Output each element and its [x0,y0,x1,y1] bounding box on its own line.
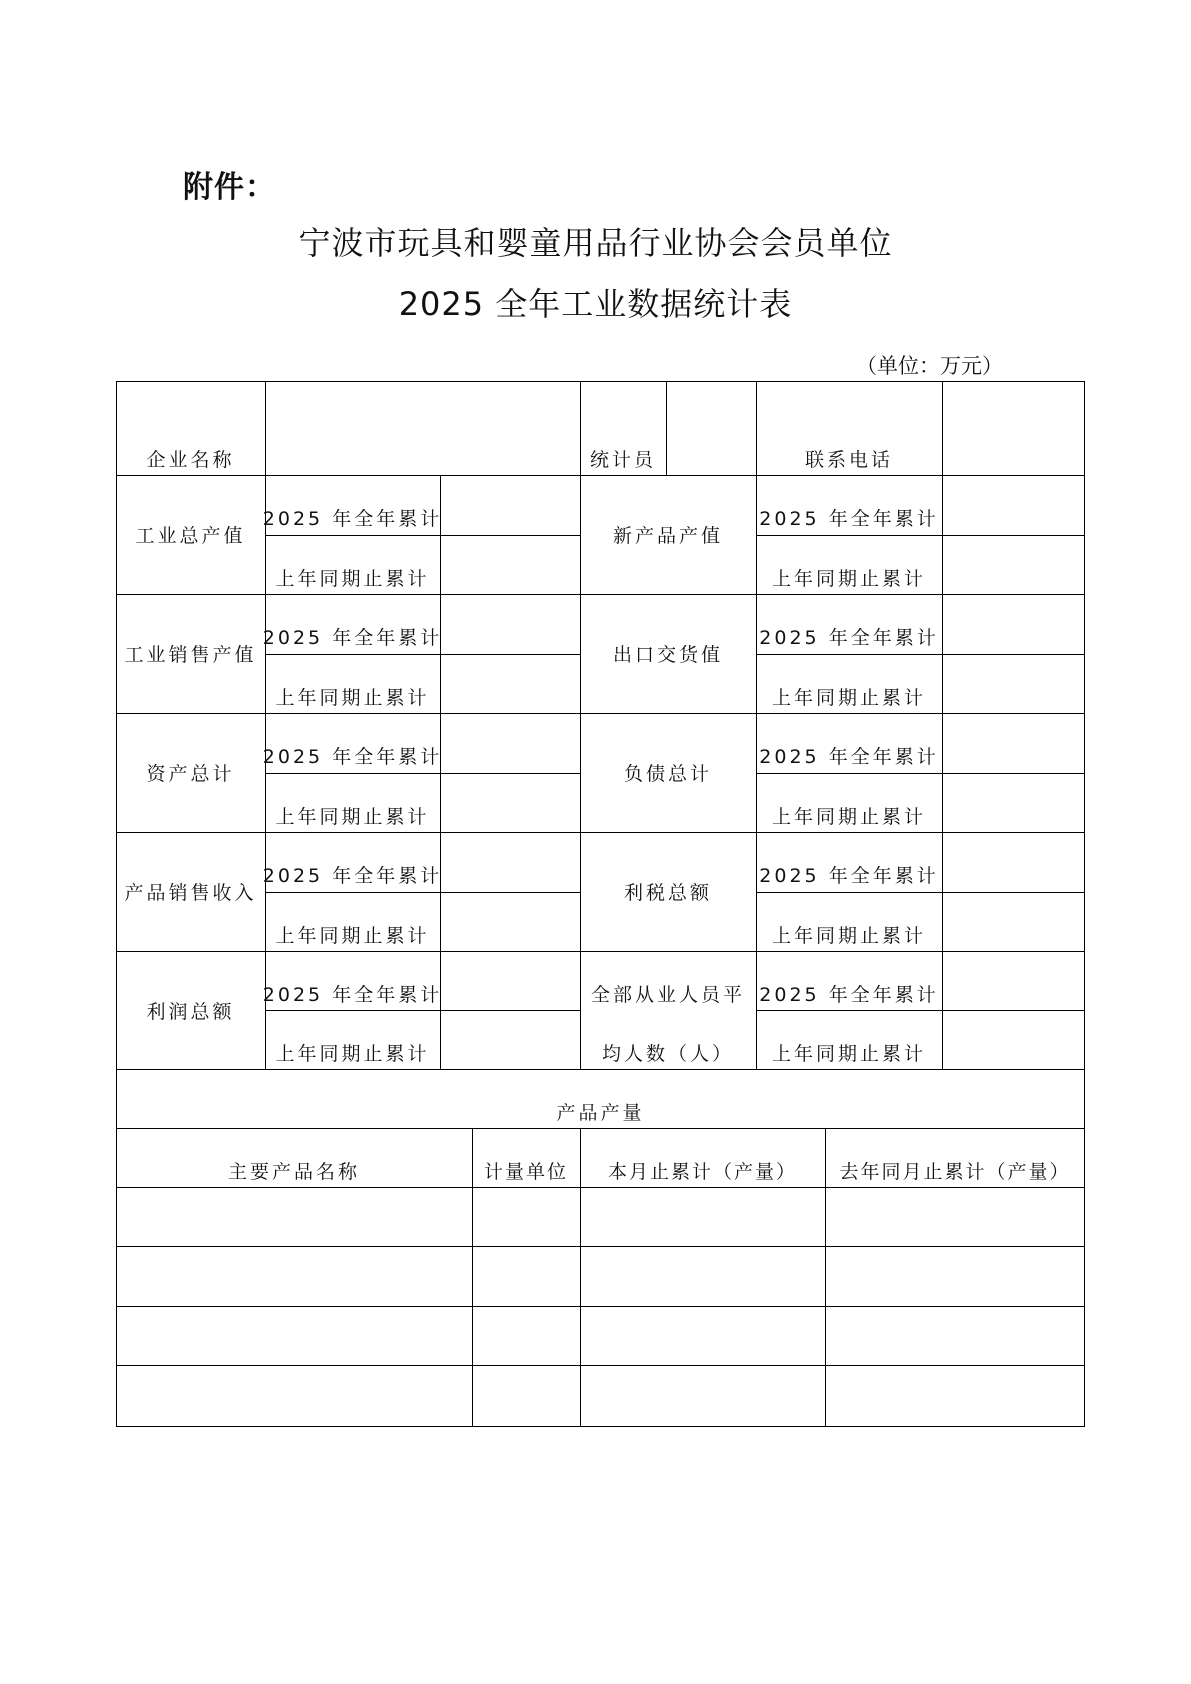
period-previous: 上年同期止累计 [771,687,926,709]
value-input[interactable] [440,534,580,594]
col-header-this-month: 本月止累计（产量） [607,1161,797,1183]
period-current: 2025 年全年累计 [759,508,939,530]
period-previous: 上年同期止累计 [771,806,926,828]
col-header-last-year: 去年同月止累计（产量） [839,1161,1071,1183]
period-previous: 上年同期止累计 [771,1043,926,1065]
attachment-label: 附件： [183,170,276,205]
indicator-export-delivery: 出口交货值 [612,644,723,666]
period-previous: 上年同期止累计 [275,806,430,828]
period-current: 2025 年全年累计 [262,627,443,649]
period-current: 2025 年全年累计 [262,746,443,768]
period-previous: 上年同期止累计 [771,568,926,590]
table-row[interactable] [116,1306,1085,1365]
period-previous: 上年同期止累计 [275,1043,430,1065]
indicator-total-profit: 利润总额 [146,1000,235,1023]
period-previous: 上年同期止累计 [275,687,430,709]
grid-line [116,1426,1085,1427]
form-title-line2: 2025 全年工业数据统计表 [398,285,793,323]
unit-note: （单位：万元） [856,354,1003,378]
indicator-industrial-output: 工业总产值 [135,525,246,547]
period-current: 2025 年全年累计 [262,984,443,1006]
period-previous: 上年同期止累计 [275,568,430,590]
table-row[interactable] [116,1365,1085,1424]
indicator-employees-line1: 全部从业人员平 [590,984,745,1006]
period-current: 2025 年全年累计 [262,865,443,887]
indicator-total-profit-tax: 利税总额 [623,882,712,904]
col-header-product-name: 主要产品名称 [227,1161,360,1183]
period-previous: 上年同期止累计 [771,925,926,947]
table-row[interactable] [116,1187,1085,1246]
indicator-employees-line2: 均人数（人） [601,1043,734,1065]
phone-label: 联系电话 [804,449,893,471]
indicator-industrial-sales-output: 工业销售产值 [124,644,257,666]
period-current: 2025 年全年累计 [759,746,939,768]
form-title-line1: 宁波市玩具和婴童用品行业协会会员单位 [298,224,893,262]
statistics-table [116,381,1085,1427]
statistician-input[interactable] [666,381,756,475]
value-input[interactable] [942,534,1085,594]
indicator-product-sales-revenue: 产品销售收入 [124,882,257,904]
statistician-label: 统计员 [589,449,656,471]
indicator-total-assets: 资产总计 [146,763,235,785]
period-current: 2025 年全年累计 [759,627,939,649]
value-input[interactable] [942,475,1085,534]
company-name-input[interactable] [265,381,580,475]
product-section-title: 产品产量 [556,1102,645,1124]
company-name-label: 企业名称 [146,449,235,471]
col-header-unit: 计量单位 [483,1161,568,1183]
table-row[interactable] [116,1246,1085,1306]
indicator-new-product-output: 新产品产值 [612,525,723,547]
period-current: 2025 年全年累计 [759,865,939,887]
value-input[interactable] [440,475,580,534]
period-current: 2025 年全年累计 [262,508,443,530]
indicator-total-liabilities: 负债总计 [623,763,712,785]
phone-input[interactable] [942,381,1085,475]
period-current: 2025 年全年累计 [759,984,939,1006]
period-previous: 上年同期止累计 [275,925,430,947]
